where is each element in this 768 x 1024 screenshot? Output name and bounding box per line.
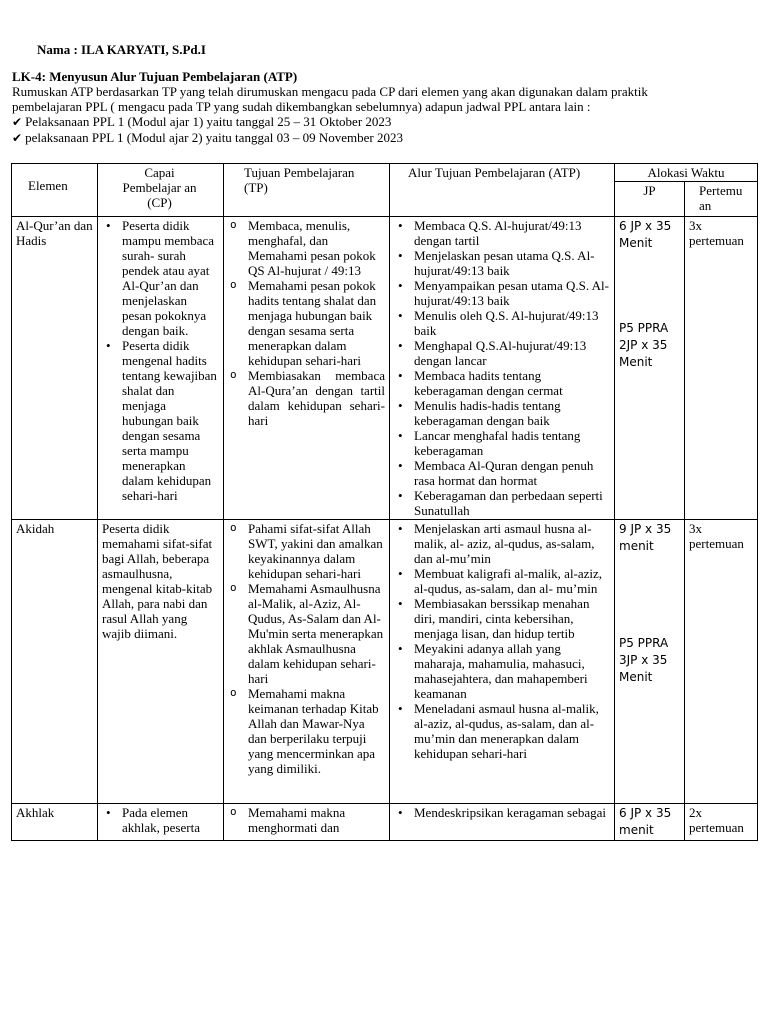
list-item: • Peserta didik mampu membaca surah- surah pendek atau ayat Al-Qur’an dan menjelaskan pesan pokoknya dengan baik. (102, 218, 219, 338)
jp-p5-value: P5 PPRA 3JP x 35 Menit (619, 636, 669, 684)
list-item: • Meyakini adanya allah yang maharaja, mahamulia, mahasuci, mahasejahtera, dan mahapemberi keamanan (394, 641, 610, 701)
table-row (12, 217, 758, 520)
list-item: • Membiasakan berssikap menahan diri, mandiri, cinta kebersihan, menjaga lisan, dan hidup tertib (394, 596, 610, 641)
cell-atp (390, 217, 615, 520)
cell-jp: 6 JP x 35 menit (615, 804, 685, 841)
cell-tp (224, 520, 390, 804)
cell-cp (98, 217, 224, 520)
schedule-text-1: Pelaksanaan PPL 1 (Modul ajar 1) yaitu tanggal 25 – 31 Oktober 2023 (25, 114, 392, 129)
list-item: • Meneladani asmaul husna al-malik, al-aziz, al-qudus, as-salam, dan al-mu’min dan menerapkan dalam kehidupan sehari-hari (394, 701, 610, 761)
cell-elemen: Al-Qur’an dan Hadis (12, 217, 98, 520)
list-item: o Pahami sifat-sifat Allah SWT, yakini dan amalkan keyakinannya dalam kehidupan sehari-hari (228, 521, 385, 581)
list-item: • Membuat kaligrafi al-malik, al-aziz, al-qudus, as-salam, dan al- mu’min (394, 566, 610, 596)
header-alokasi: Alokasi Waktu (615, 164, 758, 182)
list-item: • Membaca Q.S. Al-hujurat/49:13 dengan tartil (394, 218, 610, 248)
list-item: • Pada elemen akhlak, peserta (102, 805, 219, 835)
list-item: • Mendeskripsikan keragaman sebagai (394, 805, 610, 820)
header-cp: Capai Pembelajar an (CP) (98, 164, 224, 217)
intro-block (12, 69, 752, 146)
list-item: o Membaca, menulis, menghafal, dan Memahami pesan pokok QS Al-hujurat / 49:13 (228, 218, 385, 278)
header-tp: Tujuan Pembelajaran (TP) (224, 164, 390, 217)
schedule-text-2: pelaksanaan PPL 1 (Modul ajar 2) yaitu tanggal 03 – 09 November 2023 (25, 130, 403, 145)
header-elemen: Elemen (12, 164, 98, 217)
cell-atp (390, 520, 615, 804)
list-item: • Keberagaman dan perbedaan seperti Sunatullah (394, 488, 610, 518)
author-name: Nama : ILA KARYATI, S.Pd.I (37, 42, 206, 57)
cell-tp (224, 217, 390, 520)
list-item: • Menjelaskan arti asmaul husna al-malik, al- aziz, al-qudus, as-salam, dan al-mu’min (394, 521, 610, 566)
instruction-line-1: Rumuskan ATP berdasarkan TP yang telah dirumuskan mengacu pada CP dari elemen yang akan digunakan dalam praktik (12, 84, 648, 99)
cell-jp (615, 217, 685, 520)
checkmark-icon: ✔ (12, 131, 23, 145)
instruction-line-2: pembelajaran PPL ( mengacu pada TP yang sudah dikembangkan sebelumnya) adapun jadwal PPL antara lain : (12, 99, 591, 114)
list-item: • Menghapal Q.S.Al-hujurat/49:13 dengan lancar (394, 338, 610, 368)
checkmark-icon: ✔ (12, 115, 23, 129)
list-item: • Lancar menghafal hadis tentang keberagaman (394, 428, 610, 458)
list-item: • Membaca Al-Quran dengan penuh rasa hormat dan hormat (394, 458, 610, 488)
cell-pertemuan: 3x pertemuan (685, 520, 758, 804)
cell-tp (224, 804, 390, 841)
header-pertemuan: Pertemu an (685, 182, 758, 217)
table-row (12, 804, 758, 841)
list-item: • Menjelaskan pesan utama Q.S. Al-hujurat/49:13 baik (394, 248, 610, 278)
list-item: o Memahami makna keimanan terhadap Kitab Allah dan Mawar-Nya dan berperilaku terpuji yang mencerminkan apa yang dimiliki. (228, 686, 385, 776)
header-row (12, 164, 758, 182)
header-atp: Alur Tujuan Pembelajaran (ATP) (390, 164, 615, 217)
schedule-item-1 (12, 114, 752, 130)
list-item: • Menulis oleh Q.S. Al-hujurat/49:13 baik (394, 308, 610, 338)
cell-cp: Peserta didik memahami sifat-sifat bagi Allah, beberapa asmaulhusna, mengenal kitab-kitab Allah, para nabi dan rasul Allah yang wajib diimani. (98, 520, 224, 804)
table-row (12, 520, 758, 804)
cell-elemen: Akidah (12, 520, 98, 804)
list-item: • Menulis hadis-hadis tentang keberagaman dengan baik (394, 398, 610, 428)
jp-value: 9 JP x 35 menit (619, 522, 672, 553)
list-item: • Menyampaikan pesan utama Q.S. Al-hujurat/49:13 baik (394, 278, 610, 308)
cell-atp (390, 804, 615, 841)
list-item: • Membaca hadits tentang keberagaman dengan cermat (394, 368, 610, 398)
cell-elemen: Akhlak (12, 804, 98, 841)
atp-table (11, 163, 758, 841)
cell-pertemuan: 2x pertemuan (685, 804, 758, 841)
list-item: o Memahami Asmaulhusna al-Malik, al-Aziz, Al-Qudus, As-Salam dan Al-Mu'min serta menerapkan akhlak Asmaulhusna dalam kehidupan sehari-hari (228, 581, 385, 686)
list-item: o Memahami makna menghormati dan (228, 805, 385, 835)
cell-jp (615, 520, 685, 804)
jp-value: 6 JP x 35 Menit (619, 219, 672, 250)
worksheet-title: LK-4: Menyusun Alur Tujuan Pembelajaran (ATP) (12, 69, 298, 84)
cell-cp (98, 804, 224, 841)
cell-pertemuan: 3x pertemuan (685, 217, 758, 520)
list-item: • Peserta didik mengenal hadits tentang kewajiban shalat dan menjaga hubungan baik dengan sesama serta mampu menerapkan dalam kehidupan sehari-hari (102, 338, 219, 503)
jp-p5-value: P5 PPRA 2JP x 35 Menit (619, 321, 669, 369)
header-jp: JP (615, 182, 685, 217)
list-item: o Memahami pesan pokok hadits tentang shalat dan menjaga hubungan baik dengan sesama serta menerapkan dalam kehidupan sehari-hari (228, 278, 385, 368)
schedule-item-2 (12, 130, 752, 146)
list-item: o Membiasakan membaca Al-Qura’an dengan tartil dalam kehidupan sehari-hari (228, 368, 385, 428)
